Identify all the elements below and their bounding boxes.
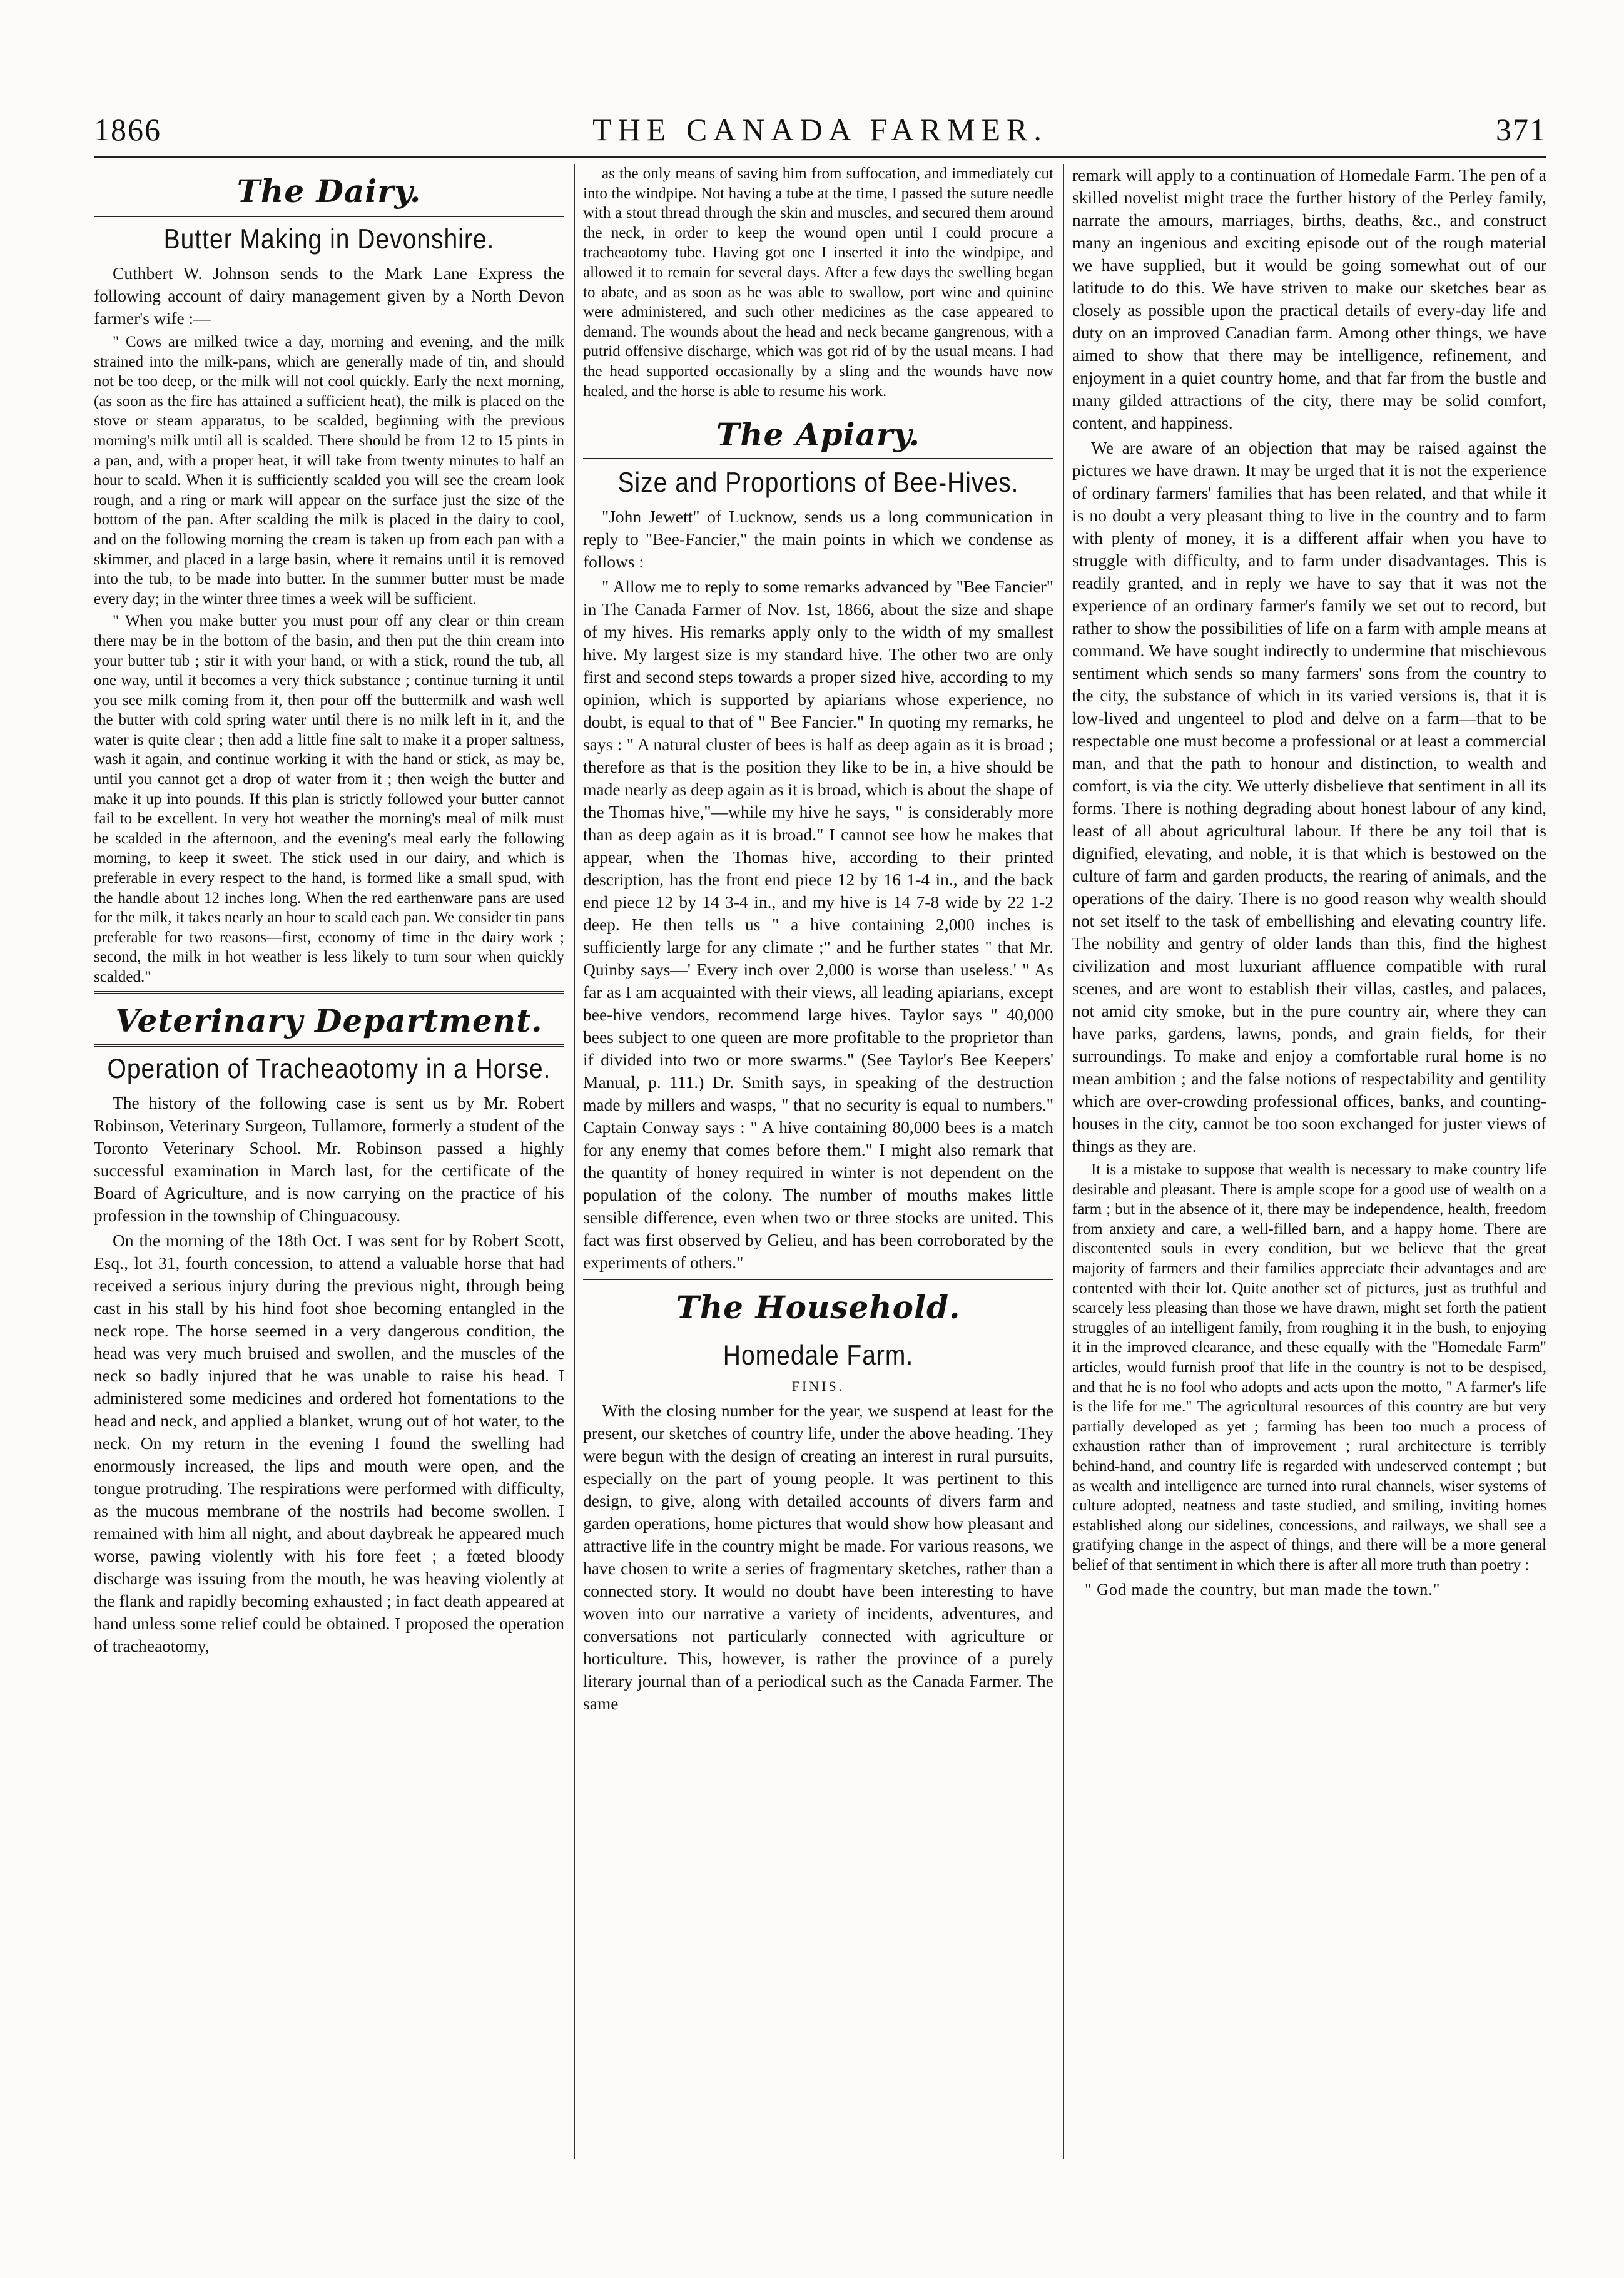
paragraph: as the only means of saving him from suffocation, and immediately cut into the windpipe. Not having a tube at the time, I passed the suture needle with a stout thread through the skin and muscles, and secured them around the neck, in order to keep the wound open until I could procure a tracheaotomy tube. Having got one I inserted it into the windpipe, and allowed it to remain for several days. After a few days the swelling began to abate, and as soon as he was able to swallow, port wine and quinine were administered, and such other medicines as the case appeared to demand. The wounds about the head and neck became gangrenous, with a putrid offensive discharge, which was got rid of by the usual means. I had the head supported occasionally by a sling and the wounds have now healed, and the horse is able to resume his work. [583, 165, 1053, 400]
paragraph: With the closing number for the year, we suspend at least for the present, our sketches of country life, under the above heading. They were begun with the design of creating an interest in rural pursuits, especially on the part of young people. It was pertinent to this design, to give, along with detailed accounts of divers farm and garden operations, home pictures that would show how pleasant and attractive life in the country might be made. For various reasons, we have chosen to write a series of fragmentary sketches, rather than a connected story. It would no doubt have been interesting to have woven into our narrative a variety of incidents, adventures, and conversations not particularly connected with agriculture or horticulture. This, however, is rather the province of a purely literary journal than of a periodical such as the Canada Farmer. The same [583, 1401, 1053, 1714]
section-rule [94, 1044, 564, 1047]
article-title: Butter Making in Devonshire. [163, 223, 495, 255]
paragraph: The history of the following case is sent us by Mr. Robert Robinson, Veterinary Surgeon, Tullamore, formerly a student of the Toronto Veterinary School. Mr. Robinson passed a highly successful examination in March last, for the certificate of the Board of Agriculture, and is now carrying on the practice of his profession in the township of Chinguacousy. [94, 1092, 564, 1225]
column-1 [94, 164, 564, 2159]
paragraph: It is a mistake to suppose that wealth is necessary to make country life desirable and pleasant. There is ample scope for a good use of wealth on a farm ; but in the absence of it, there may be independence, health, freedom from anxiety and care, a well-filled barn, and a happy home. There are discontented souls in every condition, but we believe that the great majority of farmers and their families appreciate their advantages and are contented with their lot. Quite another set of pictures, just as truthful and scarcely less pleasing than those we have drawn, might set forth the patient struggles of an intelligent family, from roughing it in the bush, to enjoying it in the improved clearance, and these equally with the "Homedale Farm" articles, would furnish proof that life in the country is not to be despised, and that he is no fool who adopts and acts upon the motto, " A farmer's life is the life for me." The agricultural resources of this country are but very partially developed as yet ; farming has been too much a process of exhaustion rather than of improvement ; rural architecture is terribly behind-hand, and country life is regarded with undeserved contempt ; but as wealth and intelligence are turned into rural channels, wiser systems of culture adopted, neatness and taste studied, and smiling, inviting homes established along our sidelines, concessions, and railways, we shall see a gratifying change in the aspect of things, and there will be a more general belief of that sentiment in which there is after all more truth than poetry : [1072, 1161, 1546, 1574]
paragraph: remark will apply to a continuation of Homedale Farm. The pen of a skilled novelist might trace the further history of the Perley family, narrate the amours, marriages, births, deaths, &c., and construct many an ingenious and exciting episode out of the rough material we have supplied, but it would be going somewhat out of our latitude to do this. We have striven to make our sketches bear as closely as possible upon the practical details of every-day life and duty on an improved Canadian farm. Among other things, we have aimed to show that there may be intelligence, refinement, and enjoyment in a quiet country home, and that far from the bustle and many gilded attractions of the city, there may be solid comfort, content, and happiness. [1072, 165, 1546, 432]
section-rule [94, 991, 564, 994]
section-rule [583, 458, 1053, 460]
masthead [94, 111, 1546, 149]
page-number: 371 [1496, 112, 1546, 147]
column-3 [1072, 164, 1546, 2159]
paragraph: " When you make butter you must pour off any clear or thin cream there may be in the bottom of the basin, and then put the thin cream into your butter tub ; stir it with your hand, or with a stick, round the tub, all one way, until it becomes a very thick substance ; continue turning it until you see milk coming from it, then pour off the buttermilk and wash well the butter with cold spring water until there is no milk left in it, and the water is quite clear ; then add a little fine salt to make it a proper saltness, wash it again, and continue working it with the hand or stick, as may be, until you cannot get a drop of water from it ; then weigh the butter and make it up into pounds. If this plan is strictly followed your butter cannot fail to be excellent. In very hot weather the morning's meal of milk must be scalded in the afternoon, and the evening's meal early the following morning, to keep it sweet. The stick used in our dairy, and which is preferable in every respect to the hand, is formed like a small spud, with the handle about 12 inches long. When the red earthenware pans are used for the milk, it takes nearly an hour to scald each pan. We consider tin pans preferable for two reasons—first, economy of time in the dairy work ; second, the milk in hot weather is less likely to turn sour when quickly scalded." [94, 613, 564, 985]
newspaper-title: THE CANADA FARMER. [592, 112, 1048, 147]
department-heading: The Dairy. [236, 173, 422, 210]
article-title: Size and Proportions of Bee-Hives. [617, 467, 1019, 499]
issue-year: 1866 [94, 112, 161, 147]
section-rule [583, 405, 1053, 407]
section-rule [94, 215, 564, 217]
section-rule [583, 1278, 1053, 1280]
closing-quote: " God made the country, but man made the town." [1085, 1580, 1441, 1599]
column-divider [574, 164, 575, 2159]
section-rule [583, 1331, 1053, 1333]
paragraph: "John Jewett" of Lucknow, sends us a long communication in reply to "Bee-Fancier," the main points in which we condense as follows : [583, 507, 1053, 572]
paragraph: " Allow me to reply to some remarks advanced by "Bee Fancier" in The Canada Farmer of Nov. 1st, 1866, about the size and shape of my hives. His remarks apply only to the width of my smallest hive. My largest size is my standard hive. The other two are only first and second steps towards a proper sized hive, according to my opinion, which is supported by apiarians whose experience, no doubt, is equal to that of " Bee Fancier." In quoting my remarks, he says : " A natural cluster of bees is half as deep again as it is broad ; therefore as that is the position they like to be in, a hive should be made nearly as deep again as it is broad, which is about the shape of the Thomas hive,"—while my hive he says, " is considerably more than as deep again as it is broad." I cannot see how he makes that appear, when the Thomas hive, according to their printed description, has the front end piece 12 by 16 1-4 in., and the back end piece 12 by 14 3-4 in., and my hive is 14 7-8 wide by 22 1-2 deep. He then tells us " a hive containing 2,000 inches is sufficiently large for any climate ;" and he further states " that Mr. Quinby says—' Every inch over 2,000 is worse than useless.' " As far as I am acquainted with their views, all leading apiarians, except bee-hive vendors, recommend large hives. Taylor says " 40,000 bees subject to one queen are more profitable to the proprietor than if divided into two or more swarms." (See Taylor's Bee Keepers' Manual, p. 111.) Dr. Smith says, in speaking of the destruction made by millers and wasps, " that no security is equal to numbers." Captain Conway says : " A hive containing 80,000 bees is a match for any enemy that comes before them." I might also remark that the quantity of honey required in winter is not dependent on the population of the colony. The number of mouths makes little sensible difference, even when two or three stocks are united. This fact was first observed by Gelieu, and has been corroborated by the experiments of others." [583, 577, 1053, 1273]
department-heading: The Household. [676, 1289, 961, 1326]
article-subtitle: FINIS. [791, 1378, 845, 1395]
paragraph: " Cows are milked twice a day, morning and evening, and the milk strained into the milk-pans, which are generally made of tin, and should not be too deep, or the milk will not cool quickly. Early the next morning, (as soon as the fire has attained a sufficient heat), the milk is placed on the stove or steam apparatus, to be scalded, beginning with the previous morning's milk until all is scalded. There should be from 12 to 15 pints in a pan, and, with a proper heat, it will take from twenty minutes to half an hour to scald. When it is sufficiently scalded you will see the cream look rough, and a ring or mark will appear on the surface just the size of the bottom of the pan. After scalding the milk is placed in the dairy to cool, and on the following morning the cream is taken up from each pan with a skimmer, and placed in a large basin, where it remains until it is removed into the tub, to be made into butter. In the summer butter must be made every day; in the winter three times a week will be sufficient. [94, 333, 564, 608]
department-heading: The Apiary. [716, 416, 920, 454]
paragraph: Cuthbert W. Johnson sends to the Mark Lane Express the following account of dairy management given by a North Devon farmer's wife :— [94, 263, 564, 328]
paragraph: We are aware of an objection that may be raised against the pictures we have drawn. It may be urged that it is not the experience of ordinary farmers' families that has been related, and that while it is no doubt a very pleasant thing to live in the country and to farm with plenty of money, it is a different affair when you have to struggle with difficulty, and to farm under disadvantages. This is readily granted, and in reply we have to say that it was not the experience of an ordinary farmer's family we set out to record, but rather to show the possibilities of life on a farm with ample means at command. We have sought indirectly to undermine that mischievous sentiment which sends so many farmers' sons from the country to the city, the substance of which in its varied versions is, that it is low-lived and ungenteel to plod and delve on a farm—that to be respectable one must become a professional or at least a commercial man, and that the path to honour and distinction, to wealth and comfort, is via the city. We utterly disbelieve that sentiment in all its forms. There is nothing degrading about honest labour of any kind, least of all about agricultural labour. If there be any toil that is dignified, elevating, and noble, it is that which is bestowed on the culture of farm and garden products, the rearing of animals, and the operations of the dairy. There is no good reason why wealth should not set itself to the task of embellishing and elevating country life. The nobility and gentry of older lands than this, find the highest civilization and most luxuriant affluence compatible with rural scenes, and are wont to establish their villas, castles, and palaces, not amid city smoke, but in the pure country air, where they can have parks, gardens, lawns, ponds, and grain fields, for their surroundings. To make and enjoy a comfortable rural home is no mean ambition ; and the false notions of respectability and gentility which are over-crowding professional offices, banks, and counting-houses in the city, cannot be too soon exchanged for juster views of things as they are. [1072, 438, 1546, 1156]
paragraph: On the morning of the 18th Oct. I was sent for by Robert Scott, Esq., lot 31, fourth concession, to attend a valuable horse that had received a serious injury during the previous night, through being cast in his stall by his hind foot shoe becoming entangled in the neck rope. The horse seemed in a very dangerous condition, the head was very much bruised and swollen, and the muscles of the neck so badly injured that he was unable to raise his head. I administered some medicines and ordered hot fomentations to the head and neck, and applied a blanket, wrung out of hot water, to the neck. On my return in the evening I found the swelling had enormously increased, the lips and mouth were open, and the tongue protruding. The respirations were performed with difficulty, as the mucous membrane of the nostrils had become swollen. I remained with him all night, and about daybreak he appeared much worse, pawing violently with his fore feet ; a fœted bloody discharge was issuing from the mouth, he was heaving violently at the flank and rapidly becoming exhausted ; in fact death appeared at hand unless some relief could be obtained. I proposed the operation of tracheaotomy, [94, 1230, 564, 1655]
department-heading: Veterinary Department. [115, 1002, 543, 1039]
column-divider [1063, 164, 1064, 2159]
article-title: Operation of Tracheaotomy in a Horse. [107, 1053, 551, 1084]
column-2 [583, 164, 1053, 2159]
masthead-rule [94, 156, 1546, 158]
article-title: Homedale Farm. [723, 1340, 914, 1371]
